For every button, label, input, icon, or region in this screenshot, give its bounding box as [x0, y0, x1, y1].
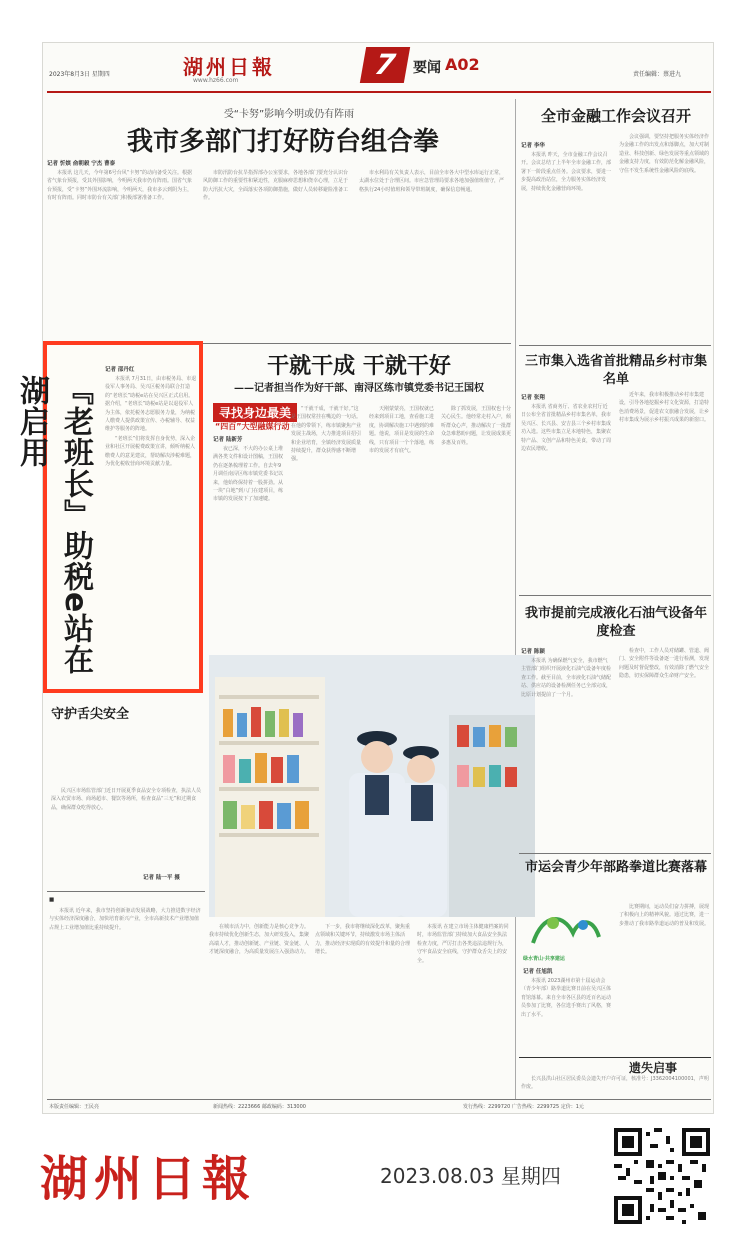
story8-byline: 记者 任旭凯: [523, 969, 553, 975]
footer-distribution: 发行热线：2299720 广告热线：2299725 定价：1元: [463, 1104, 584, 1110]
story5-series-tag: 寻找身边最美: [213, 403, 297, 422]
story5-byline: 记者 陆新芳: [213, 437, 243, 443]
story1-headline: 我市多部门打好防台组合拳: [126, 127, 439, 157]
story9-column-2: 在城市活力中，创新能力是核心竞争力。我市持续优化创新生态，加大研发投入，集聚高端人才，推动创新链、产业链、资金链、人才链深度融合，为高质量发展注入强劲动力。: [209, 924, 310, 956]
column-divider: [515, 99, 516, 1099]
story3-headline: 三市集入选省首批精品乡村市集名单: [524, 354, 707, 387]
notice-rule: [519, 1057, 711, 1058]
notice-title: 遗失启事: [629, 1061, 678, 1075]
story-divider: [519, 853, 711, 854]
story5-column-2: “干就干成，干就干好。”这是王国权常挂在嘴边的一句话。在他的带领下，练市镇聚焦产业发展主战场，大力推进项目招引和企业培育，全镇经济发展质量持续提升，群众获得感不断增强。: [291, 406, 362, 463]
notice-body: 长兴县洪山社区居民委员会遗失开户许可证，核准号：J3362004100001，声明作废。: [521, 1076, 709, 1091]
newspaper-page: [14, 42, 714, 1114]
newspaper-logo: 湖州日報: [183, 55, 275, 79]
story4-highlight-box: [14, 341, 203, 693]
story9-column-4: 本报讯 在建立市场主体健康档案的同时，市场监管部门持续加大食品安全执法检查力度，严厉打击各类违法违规行为，守牢食品安全底线，守护群众舌尖上的安全。: [417, 924, 509, 964]
story8-column-2: 比赛期间，运动员们奋力拼搏，展现了积极向上的精神风貌。通过比赛，进一步推动了我市路拳道运动的普及和发展。: [619, 904, 710, 927]
story5-headline: 干就干成 干就干好: [267, 354, 451, 379]
news-photo: [209, 655, 535, 917]
story3-byline: 记者 张翔: [521, 395, 545, 401]
story6-byline: 记者 陆一平 摄: [143, 875, 180, 881]
story5-subhead: ——记者担当作为好干部、南浔区练市镇党委书记王国权: [234, 383, 484, 394]
story7-column-1: 本报讯 为确保燃气安全，我市燃气主管部门组织开展液化石油气设备年度检查工作。截至目前，全市液化石油气储配站、供应站的设备检测任务已全部完成，比原计划提前了一个月。: [521, 658, 612, 698]
story3-column-1: 本报讯 省商务厅、省农业农村厅近日公布全省首批精品乡村市集名单，我市吴兴区、长兴县、安吉县三个乡村市集成功入选。这些市集立足本地特色，集聚农特产品、文创产品和特色美食，带动了周边农民增收。: [521, 404, 612, 453]
story1-byline: 记者 忻嫔 俞朝毅 宁杰 曹泰: [47, 161, 116, 167]
story9-column-1: 本报讯 近年来，我市坚持创新驱动发展战略，大力推进数字经济与实体经济深度融合，加快培育新兴产业，全市高新技术产业增加值占规上工业增加值比重持续提升。: [49, 908, 201, 931]
news-photo-icon: [209, 655, 535, 917]
story7-byline: 记者 陈颖: [521, 649, 545, 655]
page-number: 7: [360, 47, 410, 83]
story1-kicker: 受“卡努”影响今明或仍有阵雨: [223, 109, 355, 120]
story7-headline: 我市提前完成液化石油气设备年度检查: [524, 606, 707, 639]
story3-column-2: 近年来，我市积极推动乡村市集建设，引导各地挖掘乡村文化资源，打造特色消费场景，促进农文旅融合发展，让乡村市集成为展示乡村振兴成果的新窗口。: [619, 392, 710, 424]
story8-column-1: 本报讯 2023湖州市第十届运动会（青少年部）路拳道比赛日前在吴兴区体育馆落幕。来自全市各区县的近百名运动员参加了比赛，各位选手赛出了风格，赛出了水平。: [521, 978, 612, 1018]
brand-logo: 湖州日報: [40, 1151, 257, 1207]
story2-byline: 记者 李华: [521, 143, 545, 149]
story2-column-2: 会议强调，要坚持把服务实体经济作为金融工作的出发点和落脚点，加大对制造业、科技创新、绿色发展等重点领域的金融支持力度，有效防范化解金融风险，守住不发生系统性金融风险的底线。: [619, 134, 710, 174]
story5-column-3: 天刚蒙蒙亮，王国权就已经来到项目工地，查看施工进度，协调解决施工中遇到的难题。他说，项目是发展的生命线，只有项目一个个落地，练市的发展才有底气。: [369, 406, 435, 455]
story5-column-4: 除了抓发展，王国权也十分关心民生。他经常走村入户，倾听群众心声，推动解决了一批群众急难愁盼问题，让发展成果更多惠及百姓。: [441, 406, 512, 446]
story5-column-1: 夜已深，不大的办公桌上堆满各类文件和设计图稿，王国权仍在逐条梳理着工作。自去年9月调任南浔区练市镇党委书记以来，他始终保持着一股拼劲。从一块“白地”到八门在建项目，练市镇的发展按下了加速键。: [213, 446, 284, 503]
page-code: A02: [445, 55, 480, 74]
story4-column: 本报讯 7月31日，由市税务局、市退役军人事务局、吴兴区税务局联合打造的“老班长”助税e站在吴兴区正式启用。据介绍，“老班长”助税e站是以退役军人为主体，依托税务志愿服务力量，为纳税人缴费人提供政策宣传、办税辅导、权益维护等服务的阵地。 “老班长”们将发挥自身优势，深入企业和社区开展税费政策宣讲，倾听纳税人缴费人的意见建议，帮助解决涉税难题，为优化税收营商环境贡献力量。: [105, 376, 197, 468]
story4-vertical-headline: 『老班长』助税e站在湖启用: [14, 375, 93, 676]
story-divider: [47, 891, 205, 892]
story9-column-3: 下一步，我市将继续深化改革，聚焦重点领域和关键环节，持续激发市场主体活力，推动经济实现质的有效提升和量的合理增长。: [315, 924, 411, 956]
story6-caption: 民兴区市场监管部门近日开展夏季食品安全专项检查，执法人员深入农贸市场、商场超市、餐饮等场所，检查食品“三无”和过期食品，确保群众吃得放心。: [51, 788, 202, 811]
story5-series-subtag: “四百”大型融媒行动: [215, 422, 290, 431]
brand-date: 2023.08.03 星期四: [380, 1164, 561, 1188]
masthead-rule: [47, 91, 711, 93]
qr-code[interactable]: [614, 1128, 710, 1224]
issue-date: 2023年8月3日 星期四: [49, 71, 110, 78]
website-url[interactable]: www.hz66.com: [193, 77, 239, 84]
story4-byline: 记者 邵丹红: [105, 367, 135, 373]
story1-column-3: 市水利局有关负责人表示，目前全市各大中型水库运行正常，太湖水位处于合理区间。市应急管理局要求各地加强值班值守，严格执行24小时值班和领导带班制度，确保信息畅通。: [359, 170, 505, 193]
story6-headline: 守护舌尖安全: [51, 707, 130, 722]
page-editor: 责任编辑：蔡进九: [633, 71, 682, 78]
story2-column-1: 本报讯 昨天，全市金融工作会议召开。会议总结了上半年全市金融工作，部署下一阶段重点任务。会议要求，要进一步提高政治站位，全力服务实体经济发展，持续优化金融营商环境。: [521, 152, 612, 192]
story2-headline: 全市金融工作会议召开: [540, 107, 691, 125]
section-name: 要闻: [413, 60, 441, 76]
story-divider: [519, 345, 711, 346]
story7-column-2: 检查中，工作人员对储罐、管道、阀门、安全附件等设备逐一进行检测，发现问题及时督促整改，有效消除了燃气安全隐患，切实保障群众生命财产安全。: [619, 648, 710, 680]
qr-code-icon: [614, 1128, 710, 1224]
event-logo: [523, 903, 609, 955]
story1-column-2: 市防汛防台抗旱指挥部办公室要求，各地各部门要充分认识台风防御工作的重要性和紧迫性，克服麻痹思想和侥幸心理，立足于防大汛抗大灾，全面落实各项防御措施，做好人员转移避险准备工作。: [203, 170, 349, 202]
story1-column-1: 本报讯 这几天，今年第6号台风“卡努”的动向备受关注。根据省气象台预报，受其外围影响，今明两天我市仍有阵雨。国省气象台预报，受“卡努”外围环流影响，今明两天，我市多云到阴为主，有时有阵雨。同时市防台有关部门积极部署准备工作。: [47, 170, 193, 202]
story9-marker: ■: [49, 897, 55, 903]
footer-rule: [47, 1099, 711, 1100]
event-logo-icon: [523, 903, 609, 955]
footer-editor: 本版责任编辑：王民亮: [49, 1104, 100, 1110]
masthead: [43, 43, 715, 99]
story-divider: [519, 595, 711, 596]
footer-contact: 新闻热线：2223666 邮政编码：313000: [213, 1104, 306, 1110]
event-logo-text: 绿水青山·共享建运: [523, 956, 565, 962]
story8-headline: 市运会青少年部路拳道比赛落幕: [524, 860, 707, 875]
